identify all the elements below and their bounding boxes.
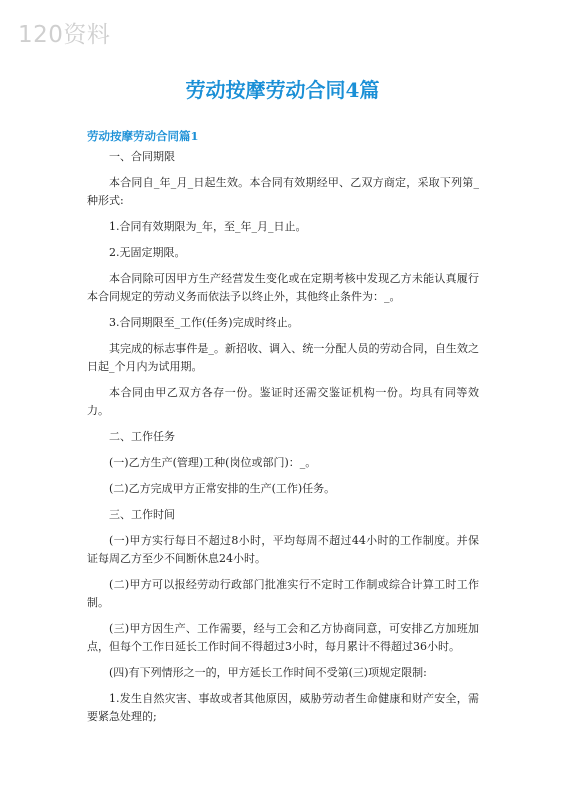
paragraph: (一)甲方实行每日不超过8小时，平均每周不超过44小时的工作制度。并保证每周乙方至少不间断休息24小时。 bbox=[87, 534, 479, 565]
paragraph: (四)有下列情形之一的，甲方延长工作时间不受第(三)项规定限制: bbox=[109, 666, 427, 679]
watermark: 120资料 bbox=[18, 22, 111, 48]
section-heading: 劳动按摩劳动合同篇1 bbox=[87, 129, 199, 143]
paragraph: (二)乙方完成甲方正常安排的生产(工作)任务。 bbox=[109, 482, 336, 495]
document-title: 劳动按摩劳动合同4篇 bbox=[185, 78, 380, 102]
paragraph: 本合同除可因甲方生产经营发生变化或在定期考核中发现乙方未能认真履行本合同规定的劳动义务而依法予以终止外，其他终止条件为：_。 bbox=[87, 272, 479, 303]
paragraph: (三)甲方因生产、工作需要，经与工会和乙方协商同意，可安排乙方加班加点，但每个工作日延长工作时间不得超过3小时，每月累计不得超过36小时。 bbox=[87, 622, 479, 653]
paragraph: 三、工作时间 bbox=[109, 508, 175, 521]
paragraph: 其完成的标志事件是_。新招收、调入、统一分配人员的劳动合同，自生效之日起_个月内为试用期。 bbox=[87, 342, 479, 373]
paragraph: 1.合同有效期限为_年，至_年_月_日止。 bbox=[109, 220, 307, 233]
document-body bbox=[87, 148, 479, 734]
paragraph: 本合同由甲乙双方各存一份。鉴证时还需交鉴证机构一份。均具有同等效力。 bbox=[87, 386, 479, 417]
paragraph: (二)甲方可以报经劳动行政部门批准实行不定时工作制或综合计算工时工作制。 bbox=[87, 578, 479, 609]
paragraph: 1.发生自然灾害、事故或者其他原因，威胁劳动者生命健康和财产安全，需要紧急处理的; bbox=[87, 692, 479, 723]
paragraph: 二、工作任务 bbox=[109, 430, 175, 443]
paragraph: 一、合同期限 bbox=[109, 150, 175, 163]
paragraph: 3.合同期限至_工作(任务)完成时终止。 bbox=[109, 316, 299, 329]
paragraph: 2.无固定期限。 bbox=[109, 246, 186, 259]
paragraph: (一)乙方生产(管理)工种(岗位或部门)：_。 bbox=[109, 456, 317, 469]
paragraph: 本合同自_年_月_日起生效。本合同有效期经甲、乙双方商定，采取下列第_种形式: bbox=[87, 176, 479, 207]
